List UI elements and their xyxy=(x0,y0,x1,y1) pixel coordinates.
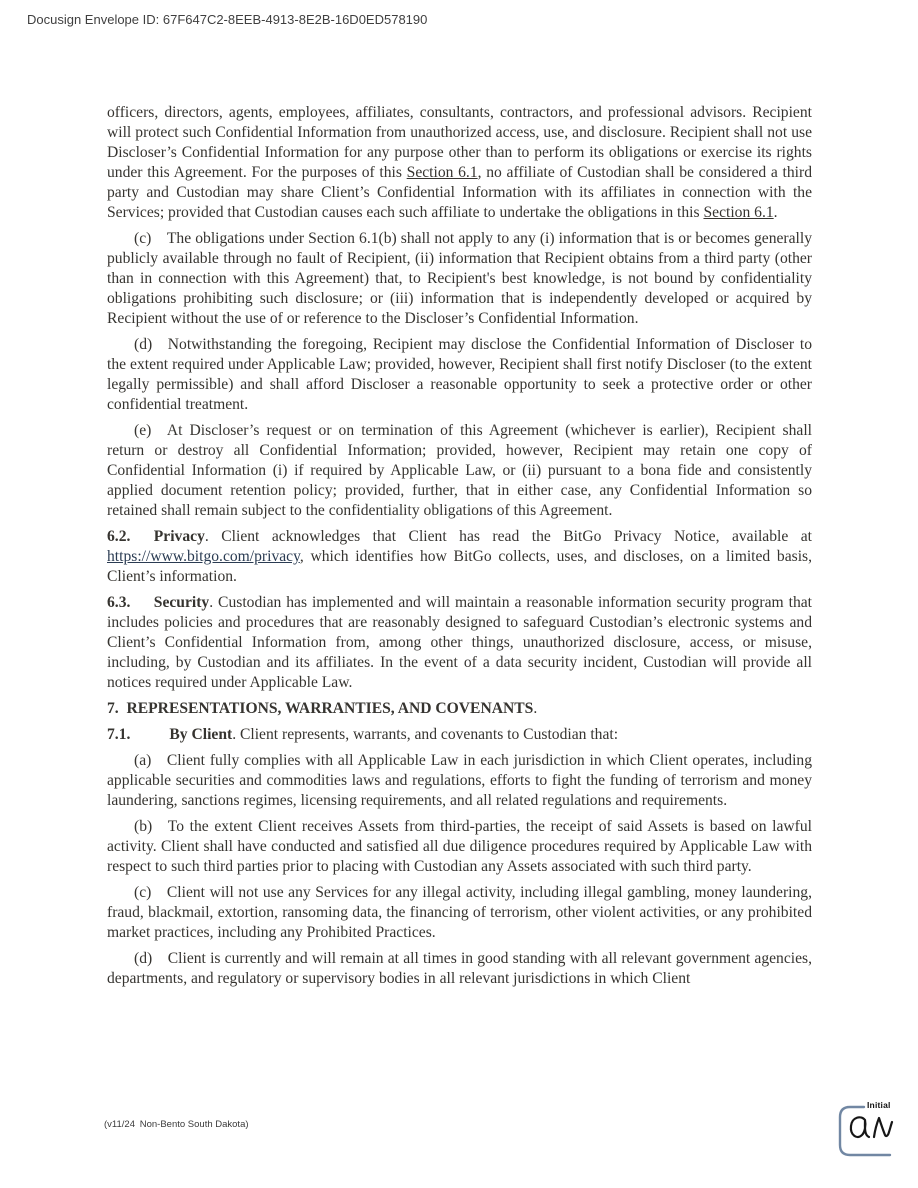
text-run: . xyxy=(533,700,538,717)
text-run: . Custodian has implemented and will maintain a reasonable information security program that includes policies and procedures that are reasonably designed to safeguard Custodian’s electronic systems and Client’s Confidential Information from, among other things, unauthorized disclosure, access, or misuse, including, by Custodian and its affiliates. In the event of a data security incident, Custodian will provide all notices required under Applicable Law. xyxy=(107,594,812,691)
text-run-bold: Security xyxy=(153,594,210,611)
text-run: . xyxy=(773,204,778,221)
text-run: officers, directors, agents, employees, affiliates, consultants, contractors, and professional advisors. Recipient will protect such Confidential Information from unauthorized access, use, and disclosure. Recipient shall not use Discloser’s Confidential Information for any purpose other than to perform its obligations or exercise its rights under this Agreement. For the purposes of this xyxy=(107,104,812,181)
text-run-bold: 7. REPRESENTATIONS, WARRANTIES, AND COVENANTS xyxy=(107,700,534,717)
text-run: (d) Notwithstanding the foregoing, Recipient may disclose the Confidential Information of Discloser to the extent required under Applicable Law; provided, however, Recipient shall first notify Discloser (to the extent legally permissible) and shall afford Discloser a reasonable opportunity to seek a protective order or other confidential treatment. xyxy=(107,336,812,413)
text-run-underline: Section 6.1 xyxy=(703,204,774,221)
paragraph xyxy=(107,883,812,943)
initial-tab-label: Initial xyxy=(867,1100,891,1110)
text-run xyxy=(130,726,169,743)
text-run: . Client represents, warrants, and covenants to Custodian that: xyxy=(232,726,619,743)
text-run-bold: 6.2. xyxy=(107,528,131,545)
text-run xyxy=(130,594,153,611)
section-6-3-security xyxy=(107,593,812,693)
text-run: , which identifies how BitGo collects, uses, and discloses, on a limited basis, Client’s information. xyxy=(107,548,812,585)
footer-version: (v11/24 Non-Bento South Dakota) xyxy=(104,1119,249,1130)
initials-signature xyxy=(851,1117,892,1137)
envelope-id: Docusign Envelope ID: 67F647C2-8EEB-4913-8E2B-16D0ED578190 xyxy=(27,12,428,27)
contract-text xyxy=(107,0,812,995)
section-7-1-by-client xyxy=(107,725,812,745)
text-run: (c) The obligations under Section 6.1(b) shall not apply to any (i) information that is or becomes generally publicly available through no fault of Recipient, (ii) information that Recipient obtains from a third party (other than in connection with this Agreement) that, to Recipient's best knowledge, is not bound by confidentiality obligations prohibiting such disclosure; or (iii) information that is independently developed or acquired by Recipient without the use of or reference to the Discloser’s Confidential Information. xyxy=(107,230,812,327)
text-run: (a) Client fully complies with all Applicable Law in each jurisdiction in which Client operates, including applicable securities and commodities laws and regulations, efforts to fight the funding of terrorism and money laundering, sanctions regimes, licensing requirements, and all related regulations and requirements. xyxy=(107,752,812,809)
paragraph xyxy=(107,949,812,989)
text-run: , no affiliate of Custodian shall be considered a third party and Custodian may share Client’s Confidential Information with its affiliates in connection with the Services; provided that Custodian causes each such affiliate to undertake the obligations in this xyxy=(107,164,812,221)
paragraph xyxy=(107,751,812,811)
paragraph xyxy=(107,229,812,329)
text-run-bold: 7.1. xyxy=(107,726,131,743)
text-run: . Client acknowledges that Client has read the BitGo Privacy Notice, available at xyxy=(204,528,812,545)
paragraph xyxy=(107,103,812,223)
section-6-2-privacy xyxy=(107,527,812,587)
paragraph xyxy=(107,817,812,877)
section-7-heading xyxy=(107,699,812,719)
text-run: (b) To the extent Client receives Assets from third-parties, the receipt of said Assets is based on lawful activity. Client shall have conducted and satisfied all due diligence procedures required by Applicable Law with respect to such third parties prior to placing with Custodian any Assets associated with such third party. xyxy=(107,818,812,875)
text-run-bold: Privacy xyxy=(153,528,205,545)
paragraph xyxy=(107,335,812,415)
text-run xyxy=(130,528,153,545)
text-run: (c) Client will not use any Services for any illegal activity, including illegal gambling, money laundering, fraud, blackmail, extortion, ransoming data, the financing of terrorism, other violent activities, or any prohibited market practices, including any Prohibited Practices. xyxy=(107,884,812,941)
initial-tab[interactable] xyxy=(833,1096,917,1162)
text-run: (d) Client is currently and will remain at all times in good standing with all relevant government agencies, departments, and regulatory or supervisory bodies in all relevant jurisdictions in which Client xyxy=(107,950,812,987)
privacy-policy-link[interactable]: https://www.bitgo.com/privacy xyxy=(107,548,300,565)
text-run-bold: 6.3. xyxy=(107,594,131,611)
paragraph xyxy=(107,421,812,521)
text-run-bold: By Client xyxy=(169,726,233,743)
text-run: (e) At Discloser’s request or on termination of this Agreement (whichever is earlier), Recipient shall return or destroy all Confidential Information; provided, however, Recipient may retain one copy of Confidential Information (i) if required by Applicable Law, or (ii) pursuant to a bona fide and consistently applied document retention policy; provided, further, that in either case, any Confidential Information so retained shall remain subject to the confidentiality obligations of this Agreement. xyxy=(107,422,812,519)
text-run-underline: Section 6.1 xyxy=(406,164,478,181)
